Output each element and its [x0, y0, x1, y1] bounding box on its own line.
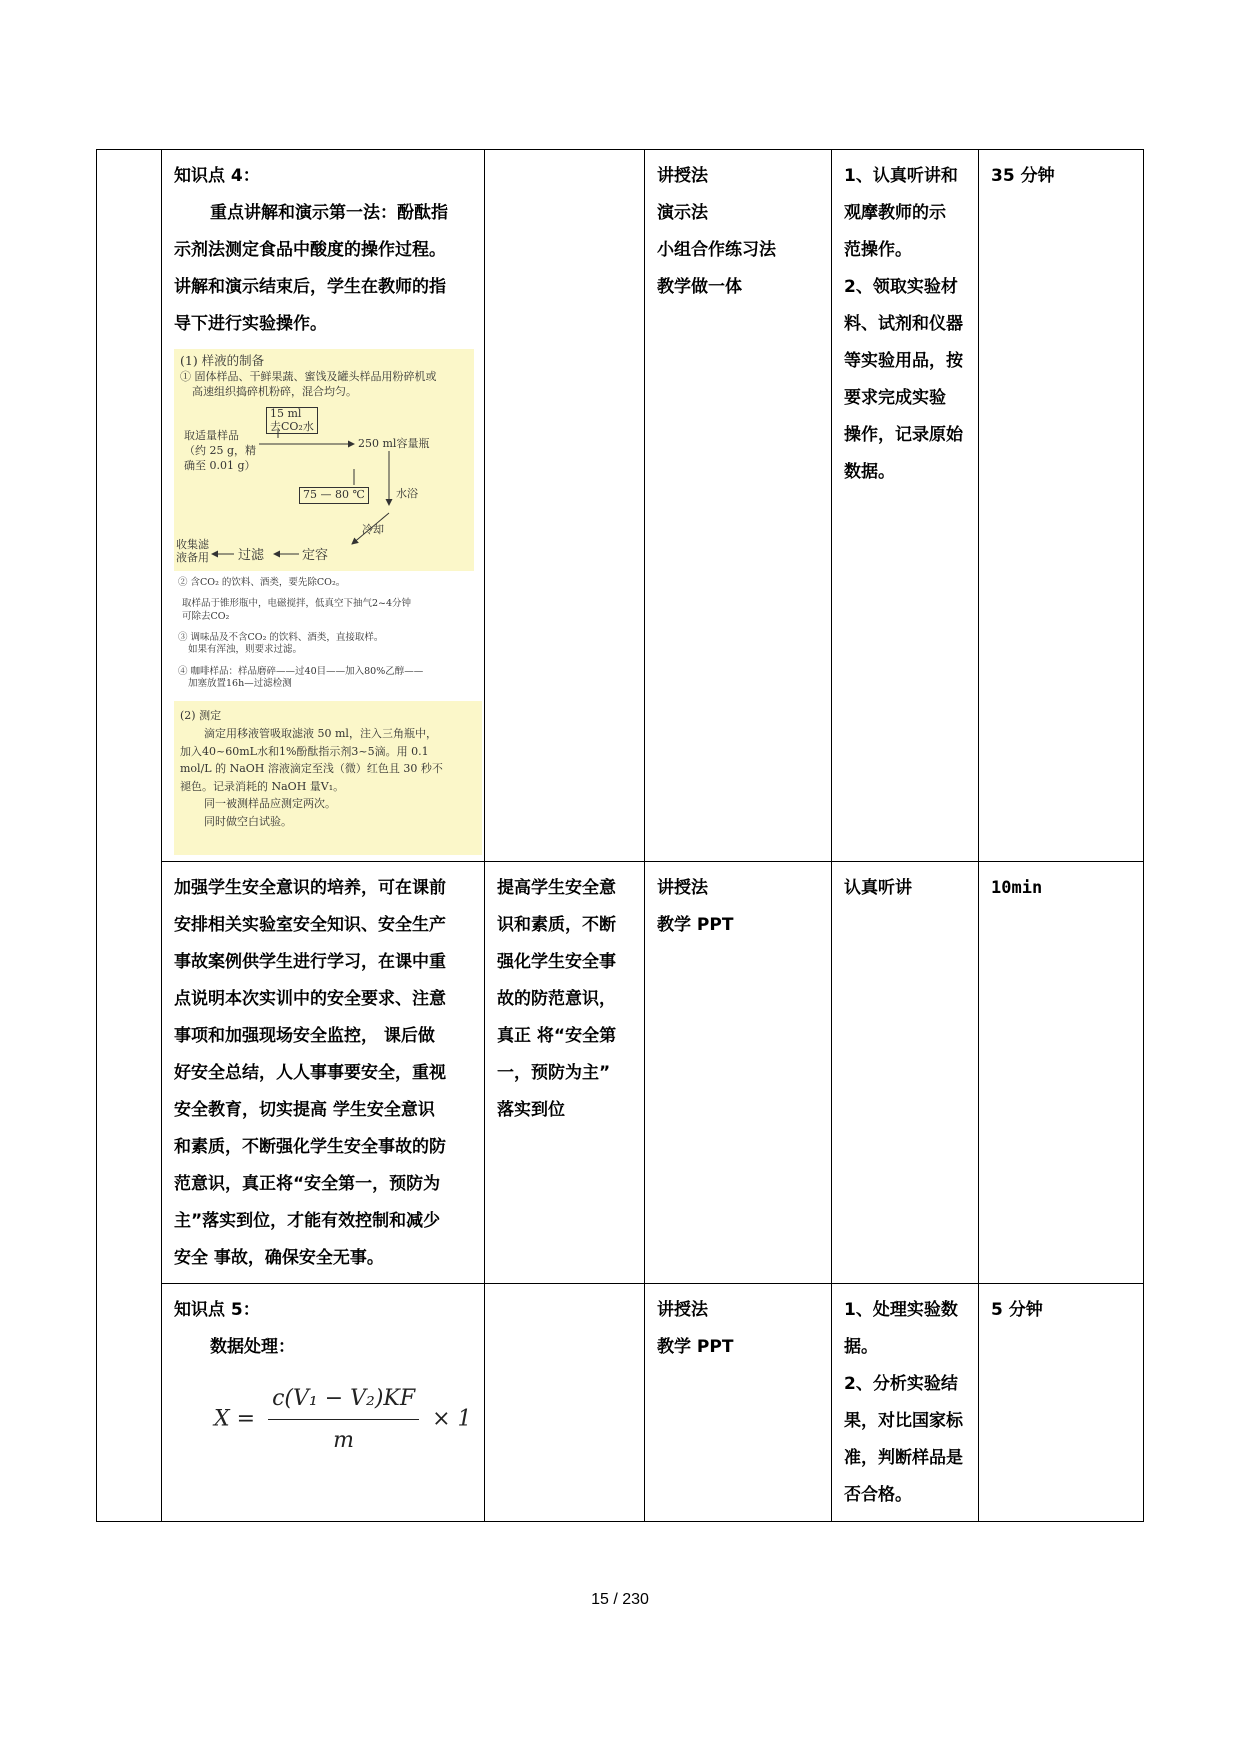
method-cell — [645, 1284, 832, 1522]
formula-denominator: m — [333, 1428, 355, 1454]
time-cell — [979, 862, 1144, 1284]
activity-line: 等实验用品，按 — [844, 351, 963, 371]
content-line: 范意识，真正将“安全第一，预防为 — [174, 1174, 441, 1195]
flow-node-collect — [176, 538, 209, 564]
figure-text: ② 含CO₂ 的饮料、酒类，要先除CO₂。 — [178, 577, 346, 588]
figure-text: 同时做空白试验。 — [204, 814, 292, 828]
flow-node-volume: 定容 — [302, 548, 329, 563]
figure-text: mol/L 的 NaOH 溶液滴定至浅（微）红色且 30 秒不 — [180, 762, 443, 776]
flow-node-filter: 过滤 — [238, 548, 265, 563]
formula-rhs: × 1 — [432, 1406, 472, 1432]
content-line: 主”落实到位，才能有效控制和减少 — [174, 1211, 441, 1232]
figure-text: ③ 调味品及不含CO₂ 的饮料、酒类，直接取样。 — [178, 632, 384, 644]
method-line: 教学 PPT — [657, 915, 734, 936]
aim-line: 强化学生安全事 — [497, 952, 616, 973]
activity-line: 据。 — [844, 1337, 878, 1358]
table-row — [97, 150, 1144, 862]
content-line: 知识点 5： — [174, 1300, 260, 1321]
lesson-plan-table — [96, 149, 1144, 1522]
figure-paragraph — [178, 598, 476, 623]
content-line: 好安全总结，人人事事要安全，重视 — [174, 1063, 446, 1084]
activity-cell — [832, 862, 979, 1284]
sample-types-panel — [174, 571, 480, 701]
aim-line: 故的防范意识， — [497, 989, 616, 1010]
content-line: 讲解和演示结束后，学生在教师的指 — [174, 277, 446, 297]
flow-diagram — [174, 407, 474, 567]
figure-text: 加塞放置16h—过滤检测 — [188, 678, 292, 690]
procedure-figure — [174, 349, 480, 855]
content-line: 事项和加强现场安全监控， 课后做 — [174, 1026, 435, 1047]
acidity-formula — [214, 1380, 474, 1470]
figure-text: 同一被测样品应测定两次。 — [204, 797, 336, 811]
formula-fraction — [268, 1380, 419, 1459]
content-line: 安全教育，切实提高 学生安全意识 — [174, 1100, 435, 1121]
figure-text: 确至 0.01 g） — [184, 458, 256, 472]
figure-text: (2) 测定 — [180, 709, 222, 723]
content-line: 加强学生安全意识的培养，可在课前 — [174, 878, 446, 899]
aim-line: 落实到位 — [497, 1100, 565, 1121]
content-line: 安排相关实验室安全知识、安全生产 — [174, 915, 446, 936]
flow-node-temp: 75 — 80 ℃ — [299, 487, 369, 504]
content-line: 点说明本次实训中的安全要求、注意 — [174, 989, 446, 1010]
method-line: 演示法 — [657, 203, 708, 223]
method-line: 讲授法 — [657, 1300, 708, 1321]
figure-text: 去CO₂水 — [270, 419, 314, 433]
content-line: 知识点 4： — [174, 166, 260, 186]
figure-text: 取样品于锥形瓶中，电磁搅拌，低真空下抽气2~4分钟 — [182, 598, 412, 610]
method-line: 教学 PPT — [657, 1337, 734, 1358]
aim-cell — [485, 862, 645, 1284]
table-row — [97, 862, 1144, 1284]
aim-line: 识和素质，不断 — [497, 915, 616, 936]
flow-node-water — [266, 407, 318, 434]
activity-line: 观摩教师的示 — [844, 203, 946, 223]
flow-node-bath: 水浴 — [396, 487, 418, 500]
activity-cell — [832, 1284, 979, 1522]
activity-line: 1、认真听讲和 — [844, 166, 958, 186]
method-line: 教学做一体 — [657, 277, 742, 297]
figure-text: 高速组织捣碎机粉碎，混合均匀。 — [192, 384, 357, 398]
activity-line: 认真听讲 — [844, 878, 912, 899]
figure-text: 取适量样品 — [184, 429, 239, 442]
blank-first-column — [97, 150, 162, 1522]
method-line: 小组合作练习法 — [657, 240, 776, 260]
sample-prep-panel — [174, 349, 474, 571]
time-value: 5 分钟 — [991, 1300, 1043, 1321]
content-cell — [162, 1284, 485, 1522]
flow-node-cool: 冷却 — [362, 523, 384, 536]
figure-text: ④ 咖啡样品：样品磨碎——过40目——加入80%乙醇—— — [178, 665, 424, 677]
time-value: 10min — [991, 878, 1043, 899]
activity-line: 2、分析实验结 — [844, 1374, 958, 1395]
activity-line: 范操作。 — [844, 240, 912, 260]
aim-line: 一，预防为主” — [497, 1063, 611, 1084]
figure-text: 15 ml — [270, 407, 302, 420]
figure-text: （约 25 g，精 — [184, 443, 257, 457]
activity-line: 要求完成实验 — [844, 388, 946, 408]
activity-line: 操作，记录原始 — [844, 425, 963, 445]
method-cell — [645, 150, 832, 862]
content-cell — [162, 150, 485, 862]
figure-text: ① 固体样品、干鲜果蔬、蜜饯及罐头样品用粉碎机或 — [180, 369, 437, 383]
figure-text: 液备用 — [176, 551, 209, 565]
time-value: 35 分钟 — [991, 166, 1055, 186]
figure-text: 褪色。记录消耗的 NaOH 量V₁。 — [180, 779, 345, 793]
figure-text: 收集滤 — [176, 538, 209, 551]
activity-line: 1、处理实验数 — [844, 1300, 958, 1321]
aim-line: 真正 将“安全第 — [497, 1026, 617, 1047]
content-line: 和素质，不断强化学生安全事故的防 — [174, 1137, 446, 1158]
table-row — [97, 1284, 1144, 1522]
figure-text: 可除去CO₂ — [182, 610, 230, 622]
aim-cell — [485, 1284, 645, 1522]
activity-line: 果，对比国家标 — [844, 1411, 963, 1432]
activity-line: 料、试剂和仪器 — [844, 314, 963, 334]
content-line: 示剂法测定食品中酸度的操作过程。 — [174, 240, 446, 260]
titration-panel — [174, 701, 482, 855]
figure-text: (1) 样液的制备 — [180, 353, 265, 368]
figure-paragraph — [178, 632, 476, 657]
content-cell — [162, 862, 485, 1284]
figure-text: 滴定用移液管吸取滤液 50 ml，注入三角瓶中， — [204, 727, 437, 740]
figure-paragraph — [178, 666, 476, 691]
content-line: 重点讲解和演示第一法：酚酞指 — [210, 203, 448, 223]
formula-lhs: X = — [214, 1406, 256, 1432]
method-cell — [645, 862, 832, 1284]
activity-line: 否合格。 — [844, 1485, 912, 1506]
content-line: 安全 事故，确保安全无事。 — [174, 1248, 384, 1269]
activity-line: 准，判断样品是 — [844, 1448, 963, 1469]
content-line: 数据处理： — [210, 1337, 295, 1358]
content-line: 事故案例供学生进行学习，在课中重 — [174, 952, 446, 973]
content-line: 导下进行实验操作。 — [174, 314, 327, 334]
formula-numerator: c(V₁ − V₂)KF — [268, 1380, 419, 1420]
activity-cell — [832, 150, 979, 862]
aim-cell — [485, 150, 645, 862]
activity-line: 2、领取实验材 — [844, 277, 958, 297]
aim-line: 提高学生安全意 — [497, 878, 616, 899]
figure-text: 如果有浑浊，则要求过滤。 — [188, 644, 303, 656]
activity-line: 数据。 — [844, 462, 895, 482]
time-cell — [979, 150, 1144, 862]
page-number: 15 / 230 — [591, 1591, 649, 1608]
method-line: 讲授法 — [657, 166, 708, 186]
time-cell — [979, 1284, 1144, 1522]
flow-node-take — [184, 429, 256, 474]
figure-text: 加入40~60mL水和1%酚酞指示剂3~5滴。用 0.1 — [180, 744, 429, 758]
method-line: 讲授法 — [657, 878, 708, 899]
flow-node-flask: 250 ml容量瓶 — [358, 437, 430, 450]
